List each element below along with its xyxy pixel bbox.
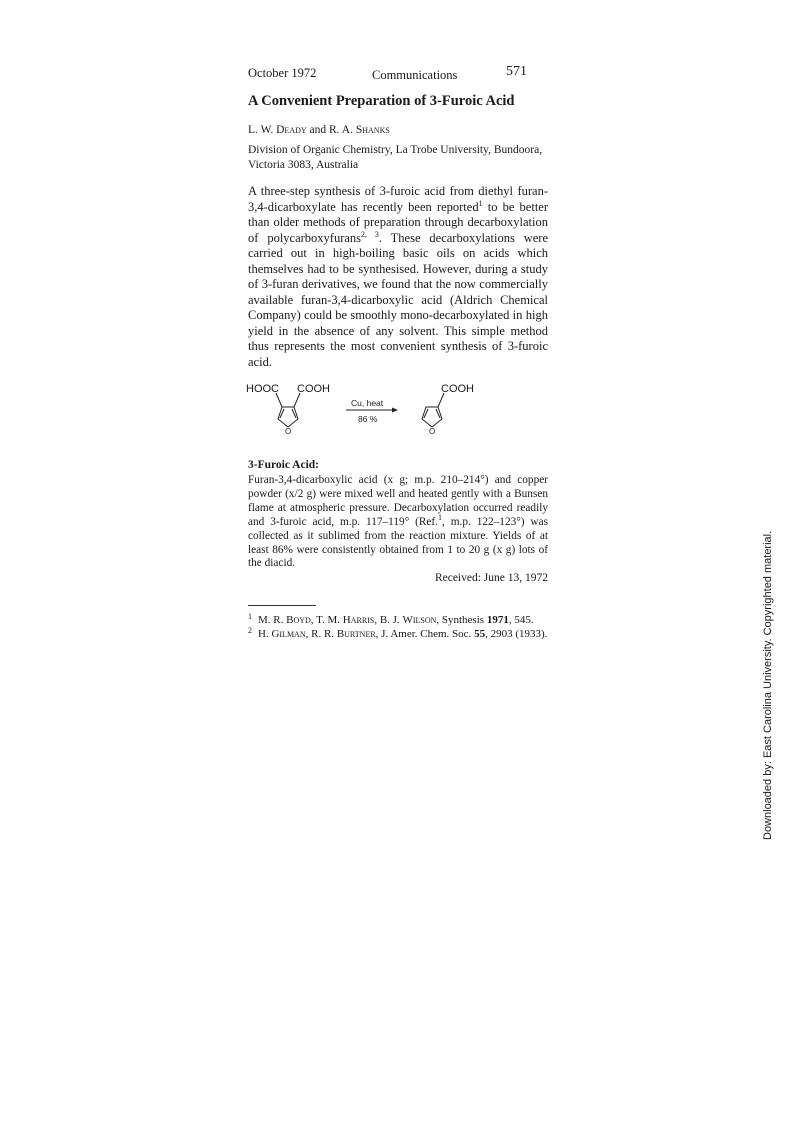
product-oxygen-label: O	[429, 427, 436, 436]
footnote-text: , R. R.	[305, 628, 337, 640]
main-paragraph	[248, 184, 548, 370]
author-1-surname: Deady	[276, 124, 307, 136]
footnote-volume: 55	[474, 628, 486, 640]
experimental-citation: 1	[438, 512, 443, 522]
footnote-year: 1971	[486, 614, 509, 626]
experimental-text-1: Furan-3,4-dicarboxylic acid (x g; m.p. 210–214°) and copper powder (x/2 g) were mixed well and heated gently with a Bunsen flame at atmospheric pressure. Decarboxylation occurred readily and 3-furoic acid, m.p. 117–119° (Ref.	[248, 474, 548, 528]
product-cooh-label: COOH	[441, 383, 474, 395]
author-1-initials: L. W.	[248, 124, 277, 136]
footnotes	[248, 613, 548, 641]
reactant-furan-ring	[278, 407, 298, 427]
reaction-conditions: Cu, heat	[351, 398, 384, 408]
body-text-1: A three-step synthesis of 3-furoic acid from diethyl furan-3,4-dicarboxylate has recently been reported	[248, 184, 548, 214]
reactant-cooh-label: COOH	[297, 383, 330, 395]
footnote-author: Wilson	[402, 614, 437, 626]
footnote-text: M. R.	[258, 614, 287, 626]
footnote-divider	[248, 605, 316, 606]
body-text-2: to be better than older methods of preparation through decarboxylation of polycarboxyfurans	[248, 199, 549, 245]
footnote-1	[248, 613, 548, 627]
header-date: October 1972	[248, 66, 317, 80]
author-2-surname: Shanks	[355, 124, 390, 136]
affiliation: Division of Organic Chemistry, La Trobe University, Bundoora, Victoria 3083, Australia	[248, 144, 543, 171]
product-bond	[438, 393, 444, 407]
experimental-heading: 3-Furoic Acid:	[248, 459, 320, 471]
reactant-oxygen-label: O	[285, 427, 292, 436]
citation-1: 1	[478, 198, 483, 208]
article-title: A Convenient Preparation of 3-Furoic Acid	[248, 93, 515, 109]
experimental-text-2: , m.p. 122–123°) was collected as it sublimed from the reaction mixture. Yields of at least 86% were consistently obtained from 1 to 20 g (x g) lots of the diacid.	[248, 515, 548, 570]
footnote-number: 2	[248, 626, 252, 635]
footnote-author: Burtner	[336, 628, 376, 640]
body-text-3: . These decarboxylations were carried out in high-boiling basic oils on acids which themselves had to be synthesised. However, during a study of 3-furan derivatives, we found that the now commercially available furan-3,4-dicarboxylic acid (Aldrich Chemical Company) could be smoothly mono-decarboxylated in high yield in the absence of any solvent. This simple method thus represents the most convenient synthesis of 3-furoic acid.	[248, 230, 549, 369]
citation-2-3: 2, 3	[361, 229, 379, 239]
reaction-yield: 86 %	[358, 414, 378, 424]
footnote-author: Boyd	[286, 614, 311, 626]
footnote-text: , T. M.	[310, 614, 343, 626]
reaction-scheme	[240, 378, 560, 458]
product-furan-ring	[422, 407, 442, 427]
footnote-text: , 2903 (1933).	[485, 628, 548, 640]
header-journal: Communications	[372, 68, 458, 82]
product-3-furoic-acid	[422, 393, 444, 427]
footnote-text: H.	[258, 628, 272, 640]
footnote-text: , Synthesis	[436, 614, 487, 626]
download-watermark: Downloaded by: East Carolina University. Copyrighted material.	[762, 530, 774, 840]
reaction-arrowhead	[392, 408, 398, 413]
reactant-bond-left	[276, 393, 282, 407]
footnote-2	[248, 627, 548, 641]
footnote-author: Harris	[342, 614, 375, 626]
page-number: 571	[506, 64, 527, 79]
reactant-furan-dicarboxylic-acid	[276, 393, 300, 427]
authors	[248, 124, 390, 136]
running-header	[248, 64, 548, 84]
footnote-author: Gilman	[271, 628, 306, 640]
footnote-number: 1	[248, 612, 252, 621]
footnote-text: , B. J.	[374, 614, 403, 626]
experimental-procedure	[248, 474, 548, 571]
reactant-hooc-label: HOOC	[246, 383, 279, 395]
reactant-bond-right	[294, 393, 300, 407]
footnote-text: , J. Amer. Chem. Soc.	[375, 628, 475, 640]
authors-and: and	[306, 124, 330, 136]
footnote-text: , 545.	[508, 614, 534, 626]
author-2-initials: R. A.	[329, 124, 356, 136]
received-date: Received: June 13, 1972	[434, 572, 548, 584]
